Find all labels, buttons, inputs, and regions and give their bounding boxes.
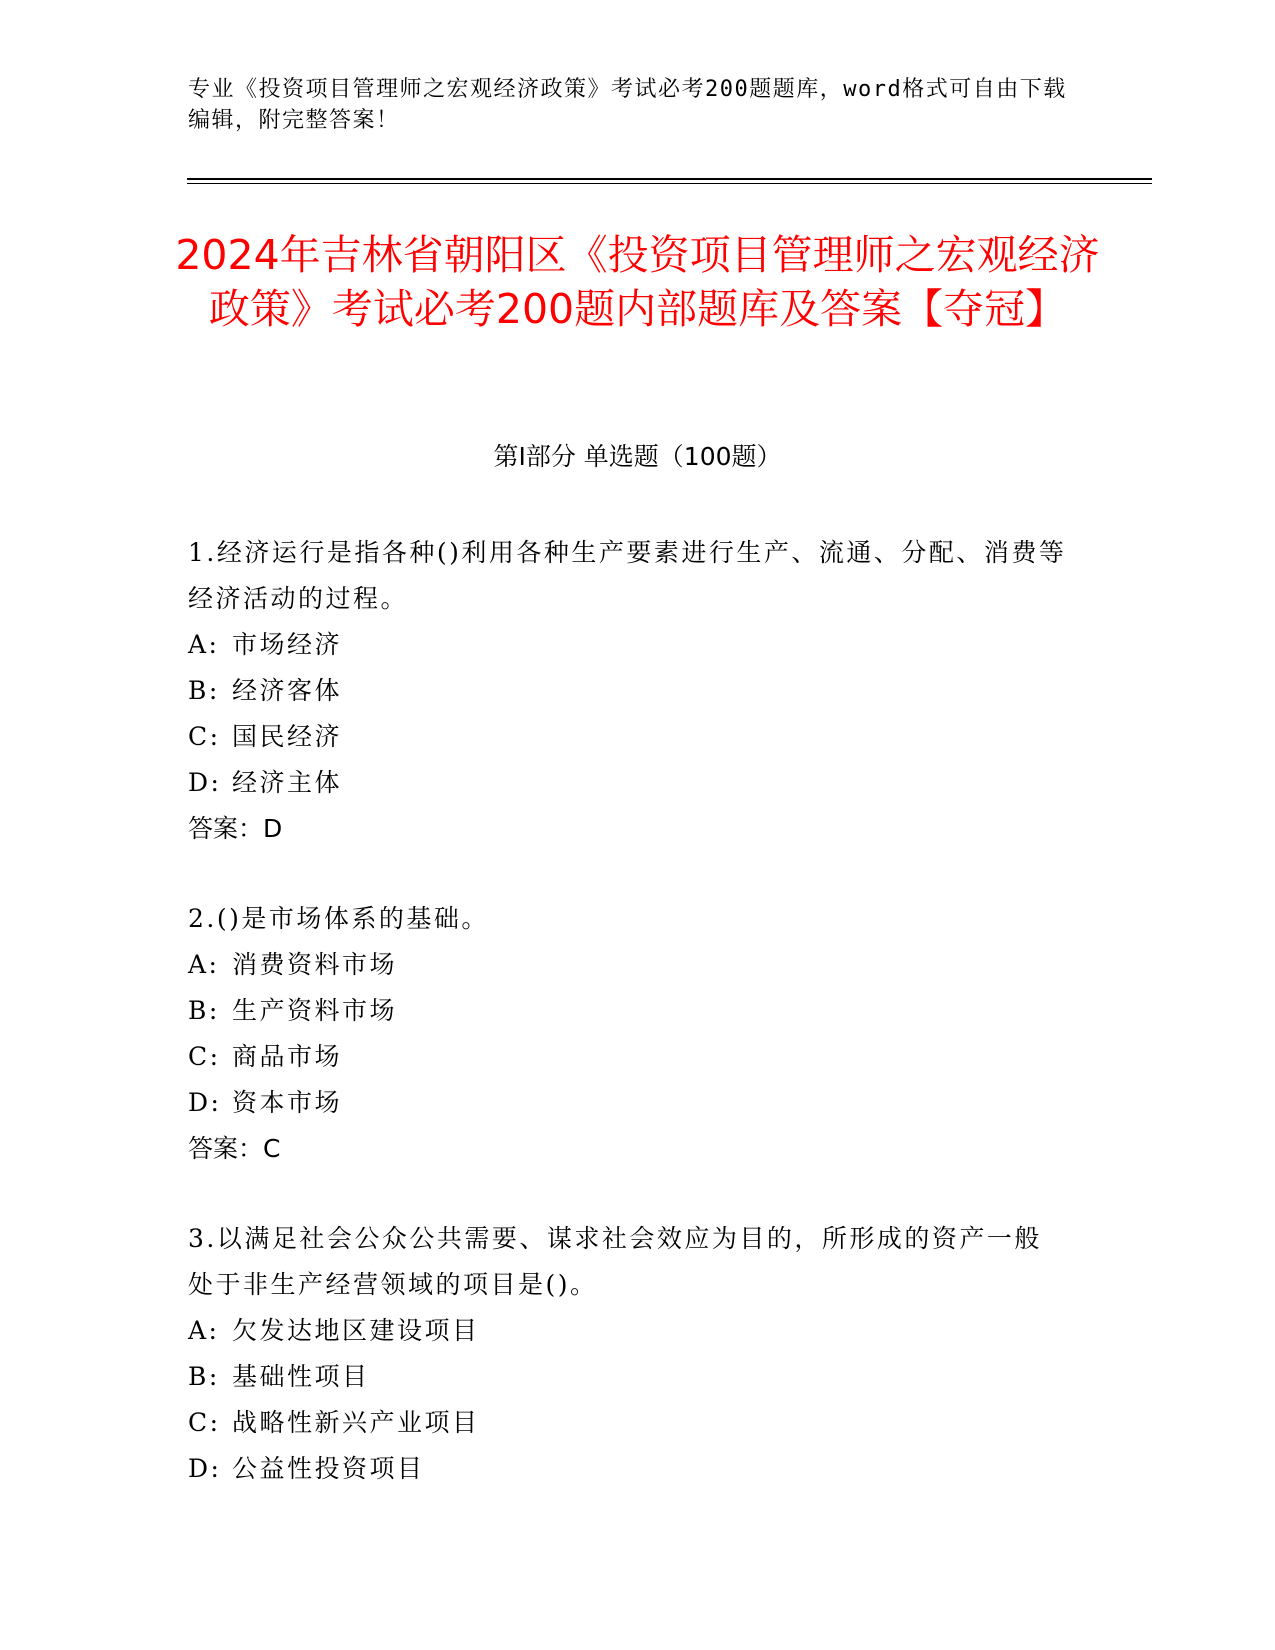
question-text: 1.经济运行是指各种()利用各种生产要素进行生产、流通、分配、消费等经济活动的过程。 — [188, 538, 1067, 613]
option-key: C: — [188, 1042, 221, 1071]
option-text: 经济主体 — [232, 768, 343, 797]
option-a — [188, 942, 1068, 988]
option-text: 经济客体 — [232, 676, 343, 705]
option-text: 公益性投资项目 — [232, 1454, 425, 1483]
option-key: A: — [188, 630, 220, 659]
option-c — [188, 714, 1068, 760]
option-text: 市场经济 — [232, 630, 343, 659]
option-d — [188, 1446, 1068, 1492]
question-list — [188, 530, 1068, 1536]
option-text: 消费资料市场 — [232, 950, 398, 979]
option-key: A: — [188, 1316, 220, 1345]
option-text: 资本市场 — [232, 1088, 343, 1117]
option-text: 基础性项目 — [232, 1362, 370, 1391]
question-text: 2.()是市场体系的基础。 — [188, 904, 489, 933]
option-b — [188, 1354, 1068, 1400]
question-2 — [188, 896, 1068, 1172]
option-key: B: — [188, 676, 220, 705]
option-key: D: — [188, 1454, 222, 1483]
option-a — [188, 622, 1068, 668]
header-note: 专业《投资项目管理师之宏观经济政策》考试必考200题题库，word格式可自由下载编辑，附完整答案！ — [188, 77, 1067, 133]
option-text: 商品市场 — [232, 1042, 343, 1071]
header-rule-thick — [187, 178, 1152, 180]
option-key: D: — [188, 1088, 222, 1117]
section-title: 第I部分 单选题（100题） — [493, 442, 782, 471]
answer: 答案：C — [188, 1134, 281, 1163]
option-d — [188, 760, 1068, 806]
option-b — [188, 988, 1068, 1034]
option-key: C: — [188, 722, 221, 751]
option-b — [188, 668, 1068, 714]
option-key: A: — [188, 950, 220, 979]
question-1 — [188, 530, 1068, 852]
question-text: 3.以满足社会公众公共需要、谋求社会效应为目的，所形成的资产一般处于非生产经营领域的项目是()。 — [188, 1224, 1042, 1299]
option-text: 战略性新兴产业项目 — [232, 1408, 480, 1437]
option-key: C: — [188, 1408, 221, 1437]
option-c — [188, 1034, 1068, 1080]
option-text: 生产资料市场 — [232, 996, 398, 1025]
option-key: D: — [188, 768, 222, 797]
document-title: 2024年吉林省朝阳区《投资项目管理师之宏观经济政策》考试必考200题内部题库及答案【夺冠】 — [175, 231, 1100, 333]
answer: 答案：D — [188, 814, 283, 843]
option-key: B: — [188, 1362, 220, 1391]
question-3 — [188, 1216, 1068, 1492]
option-c — [188, 1400, 1068, 1446]
option-key: B: — [188, 996, 220, 1025]
option-d — [188, 1080, 1068, 1126]
option-a — [188, 1308, 1068, 1354]
option-text: 国民经济 — [232, 722, 343, 751]
header-rule-thin — [187, 183, 1152, 184]
option-text: 欠发达地区建设项目 — [232, 1316, 480, 1345]
